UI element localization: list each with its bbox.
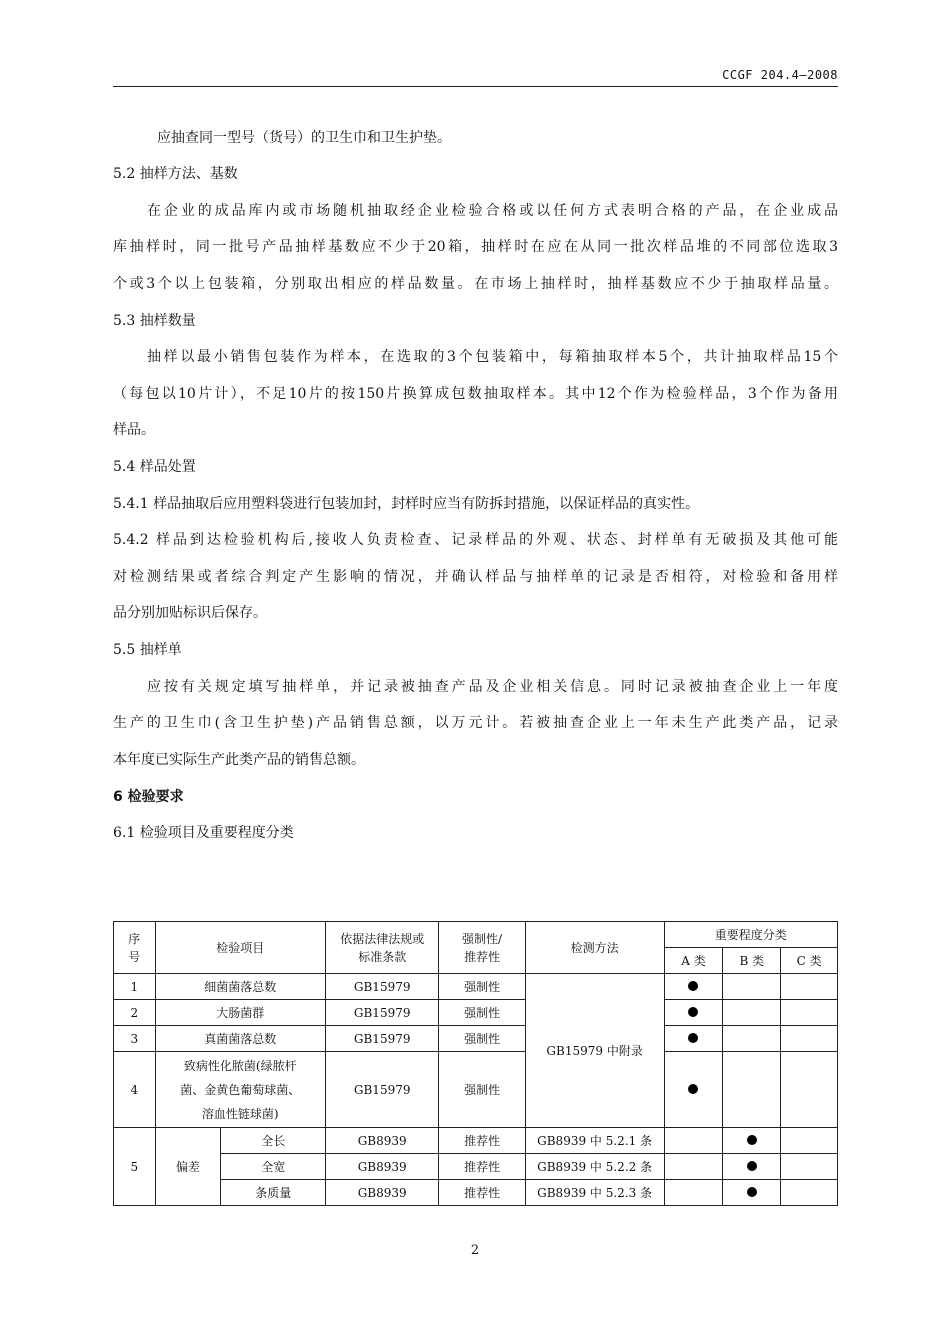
table-row: 5 偏差 全长 GB8939 推荐性 GB8939 中 5.2.1 条 — [114, 1128, 838, 1154]
header-cell-class-b: B 类 — [723, 948, 781, 974]
paragraph-line: 对检测结果或者综合判定产生影响的情况，并确认样品与抽样单的记录是否相符，对检验和备用样 — [113, 569, 838, 585]
class-b-mark — [747, 1187, 757, 1197]
class-a-mark — [688, 981, 698, 991]
paragraph-line: 个或3个以上包装箱，分别取出相应的样品数量。在市场上抽样时，抽样基数应不少于抽取样品量。 — [113, 276, 838, 292]
header-cell-class-a: A 类 — [664, 948, 723, 974]
paragraph-line: 生产的卫生巾(含卫生护垫)产品销售总额，以万元计。若被抽查企业上一年未生产此类产品，记录 — [113, 715, 838, 731]
header-cell-importance: 重要程度分类 — [664, 922, 837, 948]
table-row: 1 细菌菌落总数 GB15979 强制性 GB15979 中附录 — [114, 974, 838, 1000]
clause-5-4-1: 5.4.1 样品抽取后应用塑料袋进行包装加封，封样时应当有防拆封措施，以保证样品的真实性。 — [113, 496, 700, 512]
chapter-heading-6: 6 检验要求 — [113, 789, 184, 805]
table-row: 全宽 GB8939 推荐性 GB8939 中 5.2.2 条 — [114, 1154, 838, 1180]
table-row: 4 致病性化脓菌(绿脓杆 菌、金黄色葡萄球菌、 溶血性链球菌) GB15979 强制性 — [114, 1052, 838, 1128]
section-heading-6-1: 6.1 检验项目及重要程度分类 — [113, 825, 294, 841]
paragraph-line: 本年度已实际生产此类产品的销售总额。 — [113, 752, 365, 768]
paragraph-line: 品分别加贴标识后保存。 — [113, 605, 267, 621]
paragraph-line: 在企业的成品库内或市场随机抽取经企业检验合格或以任何方式表明合格的产品，在企业成品 — [147, 203, 838, 219]
header-cell-basis: 依据法律法规或 标准条款 — [325, 922, 439, 974]
table-row: 3 真菌菌落总数 GB15979 强制性 — [114, 1026, 838, 1052]
shared-method-cell: GB15979 中附录 — [525, 974, 664, 1128]
group-cell: 偏差 — [155, 1128, 221, 1206]
table-header-row — [114, 922, 838, 948]
class-b-mark — [747, 1161, 757, 1171]
clause-5-4-2: 5.4.2 样品到达检验机构后,接收人负责检查、记录样品的外观、状态、封样单有无破损及其他可能 — [113, 532, 838, 548]
document-code: CCGF 204.4—2008 — [722, 68, 838, 82]
paragraph-line: 应抽查同一型号（货号）的卫生巾和卫生护垫。 — [157, 130, 451, 146]
header-cell-item: 检验项目 — [155, 922, 325, 974]
paragraph-line: 样品。 — [113, 422, 155, 438]
section-heading-5-4: 5.4 样品处置 — [113, 459, 196, 475]
class-a-mark — [688, 1084, 698, 1094]
class-a-mark — [688, 1007, 698, 1017]
paragraph-line: （每包以10片计），不足10片的按150片换算成包数抽取样本。其中12个作为检验样品，3个作为备用 — [113, 386, 838, 402]
page-header — [113, 66, 838, 87]
header-cell-class-c: C 类 — [781, 948, 838, 974]
class-a-mark — [688, 1033, 698, 1043]
header-cell-requirement: 强制性/ 推荐性 — [439, 922, 525, 974]
paragraph-line: 库抽样时，同一批号产品抽样基数应不少于20箱，抽样时在应在从同一批次样品堆的不同部位选取3 — [113, 239, 838, 255]
header-cell-no: 序 号 — [114, 922, 156, 974]
section-heading-5-3: 5.3 抽样数量 — [113, 313, 196, 329]
inspection-items-table — [113, 921, 838, 1206]
class-b-mark — [747, 1135, 757, 1145]
section-heading-5-5: 5.5 抽样单 — [113, 642, 182, 658]
paragraph-line: 抽样以最小销售包装作为样本，在选取的3个包装箱中，每箱抽取样本5个，共计抽取样品15个 — [147, 349, 838, 365]
table-row: 条质量 GB8939 推荐性 GB8939 中 5.2.3 条 — [114, 1180, 838, 1206]
header-cell-method: 检测方法 — [525, 922, 664, 974]
section-heading-5-2: 5.2 抽样方法、基数 — [113, 166, 238, 182]
item-cell-multiline: 致病性化脓菌(绿脓杆 菌、金黄色葡萄球菌、 溶血性链球菌) — [155, 1052, 325, 1128]
table-row: 2 大肠菌群 GB15979 强制性 — [114, 1000, 838, 1026]
paragraph-line: 应按有关规定填写抽样单，并记录被抽查产品及企业相关信息。同时记录被抽查企业上一年度 — [147, 679, 838, 695]
page-number: 2 — [470, 1243, 480, 1258]
